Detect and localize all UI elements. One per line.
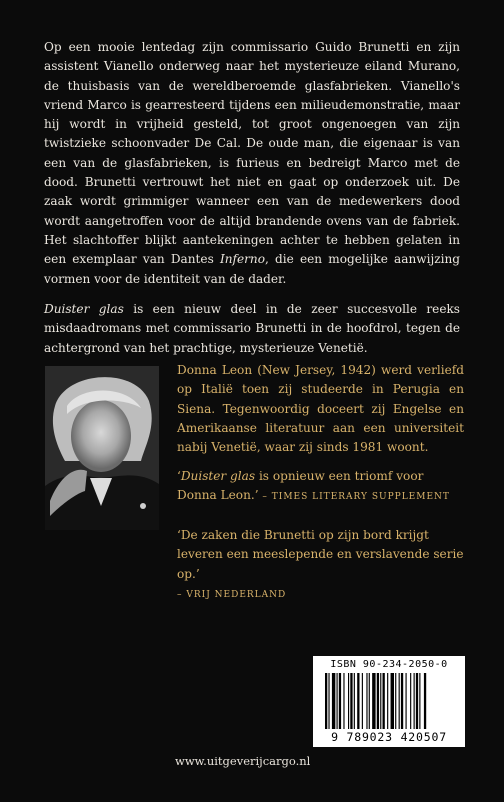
isbn-label: ISBN 90-234-2050-0 xyxy=(330,659,448,670)
series-book-title: Duister glas xyxy=(44,302,124,316)
barcode-graphic xyxy=(325,673,459,729)
barcode-bar xyxy=(372,673,375,729)
ean-digits: 9 789023 420507 xyxy=(331,730,447,744)
barcode-bar xyxy=(416,673,418,729)
blurb-italic-title: Inferno xyxy=(219,252,266,267)
barcode-bar xyxy=(354,673,355,729)
barcode-bar xyxy=(332,673,335,729)
barcode-bar xyxy=(406,673,407,729)
quote-2-source: – VRIJ NEDERLAND xyxy=(177,589,287,600)
barcode-bar xyxy=(357,673,359,729)
barcode-bar xyxy=(325,673,327,729)
author-bio: Donna Leon (New Jersey, 1942) werd verliefd op Italië toen zij studeerde in Perugia en Siena. Tegenwoordig doceert zij Engelse en Amerikaanse literatuur aan een universiteit nabij Venetië, waar zij sinds 1981 woont. xyxy=(177,363,464,455)
barcode-bar xyxy=(366,673,367,729)
barcode-bar xyxy=(377,673,379,729)
barcode-bar xyxy=(410,673,411,729)
barcode-bar xyxy=(348,673,349,729)
review-quote-1 xyxy=(177,467,464,508)
book-blurb xyxy=(44,38,460,289)
barcode-bar xyxy=(343,673,344,729)
publisher-website: www.uitgeverijcargo.nl xyxy=(175,754,311,768)
barcode-bar xyxy=(380,673,381,729)
barcode-bar xyxy=(424,673,426,729)
barcode-bar xyxy=(328,673,329,729)
author-photo xyxy=(45,366,159,530)
barcode-bar xyxy=(395,673,396,729)
barcode-bar xyxy=(387,673,388,729)
review-quote-2 xyxy=(177,526,464,605)
barcode-bar xyxy=(339,673,341,729)
barcode-bar xyxy=(414,673,415,729)
barcode-bar xyxy=(399,673,400,729)
barcode-bar xyxy=(419,673,420,729)
quote-1-source: – TIMES LITERARY SUPPLEMENT xyxy=(258,492,450,503)
barcode-bar xyxy=(362,673,363,729)
barcode-bar xyxy=(383,673,385,729)
barcode-bar xyxy=(391,673,394,729)
quote-1-open: ‘ xyxy=(177,469,181,483)
barcode-bar xyxy=(337,673,338,729)
blurb-text-1: Op een mooie lentedag zijn commissario Guido Brunetti en zijn assistent Vianello onderweg naar het mysterieuze eiland Murano, de thuisbasis van de wereldberoemde glasfabrieken. Vianello's vriend Marco is gearresteerd tijdens een milieudemonstratie, maar hij wordt in vrijheid gesteld, tot groot ongenoegen van zijn twistzieke schoonvader De Cal. De oude man, die eigenaar is van een van de glasfabrieken, is furieus en bedreigt Marco met de dood. Brunetti vertrouwt het niet en gaat op onderzoek uit. De zaak wordt grimmiger wanneer een van de medewerkers dood wordt aangetroffen voor de altijd brandende ovens van de fabriek. Het slachtoffer blijkt aantekeningen achter te hebben gelaten in een exemplaar van Dantes xyxy=(44,40,460,267)
barcode-bar xyxy=(350,673,352,729)
quote-2-text: ‘De zaken die Brunetti op zijn bord krijgt leveren een meeslepende en verslavende serie op.’ xyxy=(177,528,464,581)
author-portrait-graphic xyxy=(45,366,159,530)
barcode-bar xyxy=(369,673,370,729)
barcode-bar xyxy=(401,673,403,729)
series-text: is een nieuw deel in de zeer succesvolle reeks misdaadromans met commissario Brunetti in de hoofdrol, tegen de achtergrond van het prachtige, mysterieuze Venetië. xyxy=(44,302,461,355)
barcode-box xyxy=(313,656,465,747)
blurb-text-2: , die een mogelijke aanwijzing vormen voor de identiteit van de dader. xyxy=(44,252,460,286)
quote-1-title: Duister glas xyxy=(180,469,256,483)
quote-1-text: is opnieuw een triomf voor Donna Leon.’ xyxy=(177,469,424,503)
series-description xyxy=(44,300,460,358)
